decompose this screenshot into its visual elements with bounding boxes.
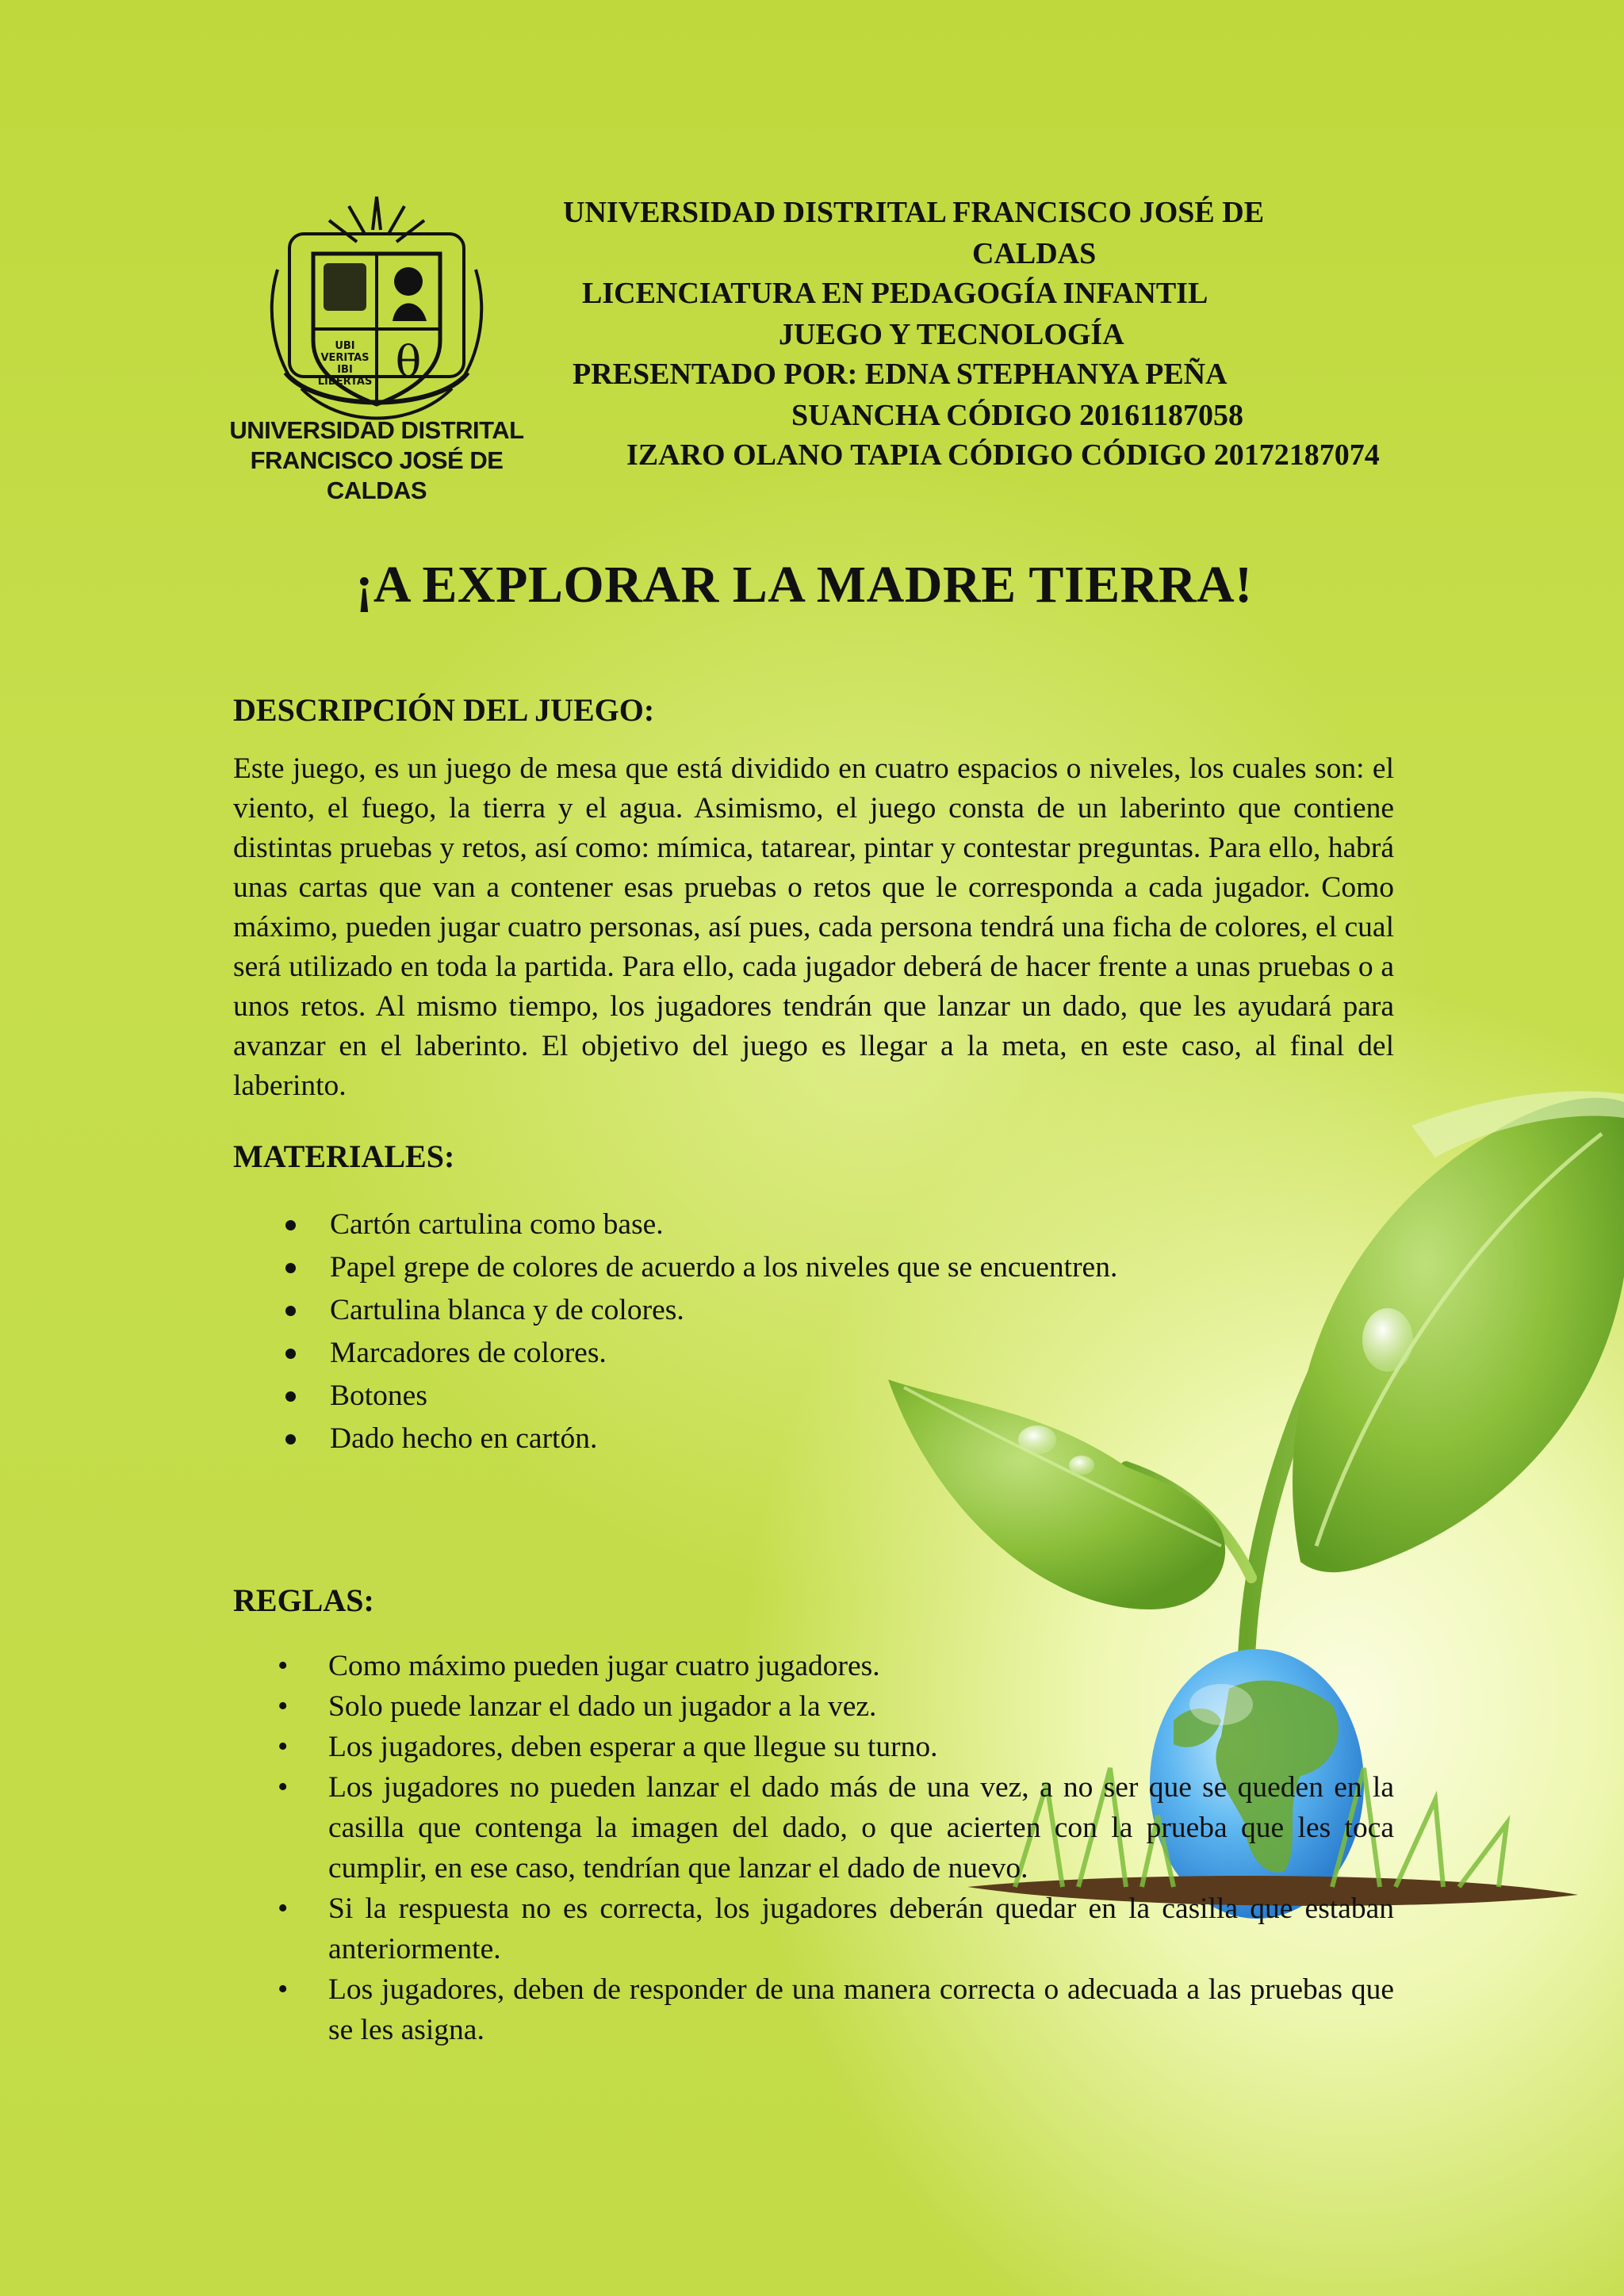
logo-motto-1: UBI [335,340,355,352]
list-item: Cartón cartulina como base. [233,1203,1117,1246]
description-text: Este juego, es un juego de mesa que está dividido en cuatro espacios o niveles, los cuales son: el viento, el fuego, la tierra y el agua. Asimismo, el juego consta de un laberinto que contiene distintas pruebas y retos, así como: mímica, tatarear, pintar y contestar preguntas. Para ello, habrá unas cartas que van a contener esas pruebas o retos que le corresponda a cada jugador. Como máximo, pueden jugar cuatro personas, así pues, cada persona tendrá una ficha de colores, el cual será utilizado en toda la partida. Para ello, cada jugador deberá de hacer frente a unas pruebas o a unos retos. Al mismo tiempo, los jugadores tendrán que lanzar un dado, que les ayudará para avanzar en el laberinto. El objetivo del juego es llegar a la meta, en este caso, al final del laberinto. [233,752,1394,1102]
list-item: • Como máximo pueden jugar cuatro jugadores. [233,1646,1394,1686]
svg-text:θ: θ [395,337,422,387]
header-line-5: PRESENTADO POR: EDNA STEPHANYA PEÑA [573,358,1228,391]
page-title: ¡A EXPLORAR LA MADRE TIERRA! [355,556,1253,614]
header-line-2: CALDAS [972,237,1097,270]
header-line-4: JUEGO Y TECNOLOGÍA [779,318,1124,351]
header-line-7: IZARO OLANO TAPIA CÓDIGO CÓDIGO 20172187074 [626,438,1380,472]
logo-caption [224,415,530,506]
header-line-3: LICENCIATURA EN PEDAGOGÍA INFANTIL [582,277,1208,310]
header-line-6: SUANCHA CÓDIGO 20161187058 [791,399,1244,432]
list-item: Botones [233,1375,1117,1418]
materials-list [233,1203,1117,1460]
list-item: • Si la respuesta no es correcta, los jugadores deberán quedar en la casilla que estaban anteriormente. [233,1888,1394,1969]
materials-heading: MATERIALES: [233,1138,455,1174]
logo-caption-line2: FRANCISCO JOSÉ DE CALDAS [250,446,504,504]
list-item: • Los jugadores no pueden lanzar el dado más de una vez, a no ser que se queden en la casilla que contenga la imagen del dado, o que acierten con la prueba que les toca cumplir, en ese caso, tendrían que lanzar el dado de nuevo. [233,1767,1394,1888]
list-item: Marcadores de colores. [233,1332,1117,1375]
rules-heading: REGLAS: [233,1582,374,1618]
logo-motto-4: LIBERTAS [317,376,373,388]
rules-list [233,1646,1394,2050]
list-item: Cartulina blanca y de colores. [233,1289,1117,1332]
list-item: • Los jugadores, deben esperar a que llegue su turno. [233,1727,1394,1767]
logo-motto-2: VERITAS [320,352,370,364]
description-heading: DESCRIPCIÓN DEL JUEGO: [233,692,655,728]
header-line-1: UNIVERSIDAD DISTRITAL FRANCISCO JOSÉ DE [563,196,1265,229]
list-item: • Solo puede lanzar el dado un jugador a la vez. [233,1686,1394,1727]
list-item: • Los jugadores, deben de responder de una manera correcta o adecuada a las pruebas que se les asigna. [233,1969,1394,2050]
logo-motto-3: IBI [337,364,353,376]
list-item: Papel grepe de colores de acuerdo a los niveles que se encuentren. [233,1246,1117,1289]
list-item: Dado hecho en cartón. [233,1418,1117,1460]
logo-caption-line1: UNIVERSIDAD DISTRITAL [229,416,524,444]
